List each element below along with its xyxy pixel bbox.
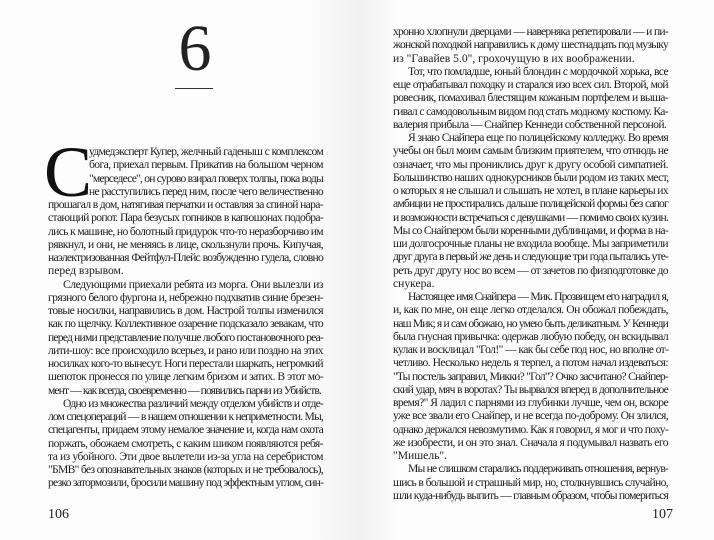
text-line: лись к машине, но болотный придурок что-то неразборчиво им [48,224,323,238]
text-line: "Мишель". [393,449,448,462]
text-line: бога, приехал первым. Прикатив на большом черном [89,158,323,172]
paragraph [48,397,323,490]
text-line: кулак и восклицал "Гол!" — как бы себе под нос, но вполне от- [393,343,669,356]
chapter-divider [175,88,213,89]
text-line: Я знаю Снайпера еще по полицейскому колледжу. Во время [408,131,668,144]
text-line: Мы не слишком старались поддерживать отношения, вернув- [408,462,669,476]
text-line: Большинство наших однокурсников были родом из таких мест, [393,170,669,184]
text-line: была гнусная привычка: одержав любую победу, он вскидывал [393,329,668,343]
text-line: время?" Я ладил с парнями из глубинки лучше, чем он, вскоре [393,396,668,409]
text-line: шись в большой и страшный мир, но, столкнувшись случайно, [393,475,668,489]
text-line: удмедэксперт Купер, желчный гаденыш с комплексом [89,145,323,158]
text-line: из "Гавайев 5.0", грохочущую в их воображении. [393,51,635,65]
text-line: "Ты постель заправил, Микки? "Гол"? Очко засчитано? Снайпер- [393,369,668,383]
paragraph [393,131,668,290]
text-line: Настоящее имя Снайпера — Мик. Прозвищем его наградил я, [408,290,668,303]
text-line: товые носилки, направились в дом. Настрой толпы изменился [48,304,323,317]
text-line: и, как по мне, он еще легко отделался. Он обожал побеждать, [393,303,668,317]
text-line: друг друга в первый же день и следующие три года пытались уте- [393,250,668,264]
text-line: не расступились перед ним, после чего величественно [89,184,323,198]
paragraph [393,462,668,502]
text-line: прошагал в дом, натягивая перчатки и оставляя за спиной нара- [48,198,323,211]
text-line: учебы он был моим самым близким приятелем, что отнюдь не [393,144,668,158]
text-line: четливо. Несколько недель я терпел, а потом начал издеваться: [393,356,668,370]
right-page-text [393,25,668,502]
text-line: грязного белого фургона и, небрежно подхватив синие брезен- [48,290,323,304]
paragraph [393,290,668,462]
text-line: гивал с самодовольным видом под стать модному костюму. Ка- [393,104,668,118]
text-line: однако держался невозмутимо. Как я говорил, я мог и что поху- [393,422,669,436]
text-line: и возможности встречаться с девушками — помимо своих кузин. [393,210,668,224]
text-line: шли куда-нибудь выпить — главным образом, чтобы помериться [393,488,668,502]
text-line: та из убойного. Эти двое вылетели из-за угла на серебристом [48,449,323,463]
right-page [357,0,714,540]
text-line: ский удар, мяч в воротах? Ты вырвался вперед в дополнительное [393,382,668,396]
text-line: как по щелчку. Коллективное озарение подсказало зевакам, что [48,317,323,331]
text-line: лом спецопераций — в нашем отношении к неприметности. Мы, [48,410,323,423]
chapter-number: 6 [178,12,212,85]
paragraph [48,278,323,397]
page-number-left: 106 [48,507,69,522]
text-line: стающий ропот. Пара безусых гопников в капюшонах подобра- [48,211,323,225]
text-line: уже все звали его Снайпер, и не всегда по-доброму. Он злился, [393,409,668,423]
text-line: жонской походкой направились к дому шестнадцать под музыку [393,38,668,52]
text-line: Следующими приехали ребята из морга. Они вылезли из [63,277,323,291]
left-page-text [44,132,324,490]
text-line: Одно из множества различий между отделом убийств и отде- [63,396,323,410]
text-line: валерия прибыла — Снайпер Кеннеди собственной персоной. [393,117,667,131]
text-line: Тот, что помладше, юный блондин с мордочкой хорька, все [408,64,668,78]
paragraph [393,65,668,131]
text-line: наш Мик; я и сам обожаю, но умею быть деликатным. У Кеннеди [393,316,668,330]
text-line: амбиции не простирались дальше полицейской формы без сапог [393,197,668,211]
drop-cap: С [44,132,93,212]
text-line: же изобрести, и он это знал. Сначала я подумывал назвать его [393,435,668,449]
text-line: резко затормозили, бросили машину под эффектным углом, син- [48,476,324,490]
text-line: реть друг другу нос во всем — от зачетов по физподготовке до [393,263,668,277]
text-line: о которых я не слышал и слышать не хотел, в плане карьеры их [393,184,668,197]
paragraph [393,25,668,65]
text-line: шепоток пронесся по улице легким бризом и затих. В этот мо- [48,370,323,384]
text-line: перед взрывом. [48,264,124,278]
text-line: снукера. [393,276,435,290]
text-line: наэлектризованная Фейтфул-Плейс возбужденно гудела, словно [48,251,323,264]
text-line: ровесник, помахивал блестящим кожаным портфелем и выша- [393,91,668,105]
text-line: "мерседесе", он сурово взирал поверх толпы, пока воды [89,171,323,185]
text-line: спецагенты, придаем этому немалое значение и, когда нам охота [48,423,323,437]
text-line: еще отрабатывал походку и старался изо всех сил. Второй, мой [393,78,668,91]
page-number-right: 107 [652,507,673,522]
text-line: поржать, обожаем смотреть, с каким шиком появляются ребя- [48,436,323,450]
text-line: "БМВ" без опознавательных знаков (которых и не требовалось), [48,463,323,476]
text-line: лити-шоу: все происходило всерьез, и рано или поздно на этих [48,343,323,357]
text-line: Мы со Снайпером были коренными дублинцами, и форма в на- [393,223,668,237]
text-line: перед ними представление получше любого постановочного реа- [48,330,323,344]
text-line: носилках кого-то вынесут. Ноги перестали шаркать, негромкий [48,357,323,370]
text-line: мент — как всегда, своевременно — появились парни из Убийств. [48,383,321,397]
text-line: хронно хлопнули дверцами — наверняка репетировали — и пи- [393,25,668,38]
text-line: рявкнул, и они, не меняясь в лице, скользнули прочь. Кипучая, [48,237,323,251]
text-line: ши долгосрочные планы не входила вообще. Мы заприметили [393,237,668,250]
text-line: означает, что мы прониклись друг к другу особой симпатией. [393,157,668,171]
